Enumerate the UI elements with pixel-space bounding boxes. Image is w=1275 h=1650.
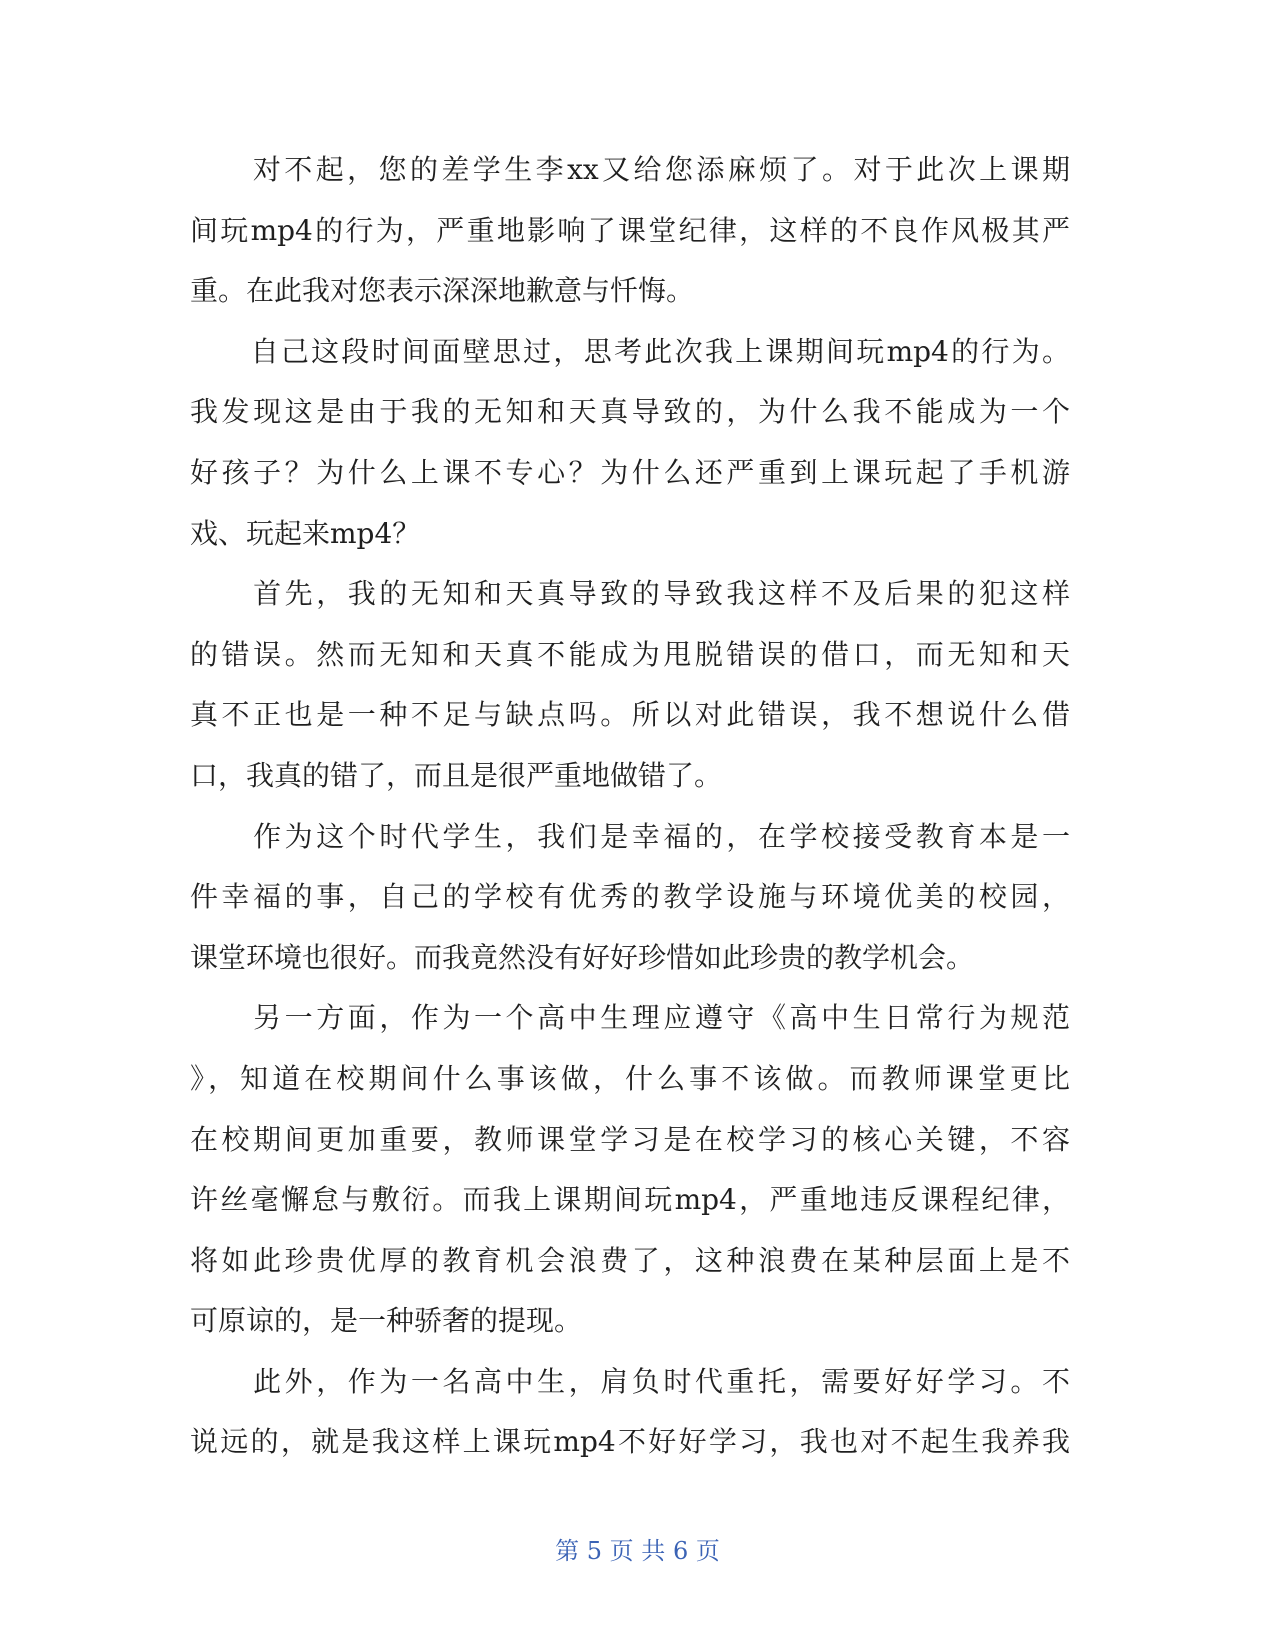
- text-line: 此外，作为一名高中生，肩负时代重托，需要好好学习。不: [190, 1364, 1070, 1398]
- text-line: 件幸福的事，自己的学校有优秀的教学设施与环境优美的校园，: [190, 880, 1070, 914]
- document-body: [190, 140, 1070, 1473]
- text-line: 作为这个时代学生，我们是幸福的，在学校接受教育本是一: [190, 819, 1070, 853]
- text-line: 重。在此我对您表示深深地歉意与忏悔。: [190, 274, 695, 308]
- text-line: 对不起，您的差学生李xx又给您添麻烦了。对于此次上课期: [190, 153, 1070, 186]
- text-line: 说远的，就是我这样上课玩mp4不好好学习，我也对不起生我养我: [190, 1425, 1070, 1459]
- text-line: 许丝毫懈怠与敷衍。而我上课期间玩mp4，严重地违反课程纪律，: [190, 1183, 1070, 1217]
- text-line: 在校期间更加重要，教师课堂学习是在校学习的核心关键，不容: [190, 1122, 1070, 1156]
- text-line: 的错误。然而无知和天真不能成为甩脱错误的借口，而无知和天: [190, 637, 1070, 671]
- text-line: 可原谅的，是一种骄奢的提现。: [190, 1304, 583, 1338]
- text-line: 戏、玩起来mp4？: [190, 516, 421, 550]
- text-line: 间玩mp4的行为，严重地影响了课堂纪律，这样的不良作风极其严: [190, 213, 1070, 247]
- text-line: 将如此珍贵优厚的教育机会浪费了，这种浪费在某种层面上是不: [190, 1243, 1070, 1277]
- text-line: 首先，我的无知和天真导致的导致我这样不及后果的犯这样: [190, 577, 1070, 611]
- text-line: 我发现这是由于我的无知和天真导致的，为什么我不能成为一个: [190, 395, 1070, 429]
- text-line: 真不正也是一种不足与缺点吗。所以对此错误，我不想说什么借: [190, 698, 1070, 732]
- text-line: 自己这段时间面壁思过，思考此次我上课期间玩mp4的行为。: [190, 334, 1070, 368]
- page-number-footer: 第 5 页 共 6 页: [555, 1537, 720, 1565]
- text-line: 口，我真的错了，而且是很严重地做错了。: [190, 758, 723, 792]
- text-line: 好孩子？为什么上课不专心？为什么还严重到上课玩起了手机游: [190, 455, 1070, 489]
- text-line: 》，知道在校期间什么事该做，什么事不该做。而教师课堂更比: [190, 1061, 1070, 1095]
- text-line: 另一方面，作为一个高中生理应遵守《高中生日常行为规范: [190, 1001, 1070, 1035]
- text-line: 课堂环境也很好。而我竟然没有好好珍惜如此珍贵的教学机会。: [190, 940, 975, 974]
